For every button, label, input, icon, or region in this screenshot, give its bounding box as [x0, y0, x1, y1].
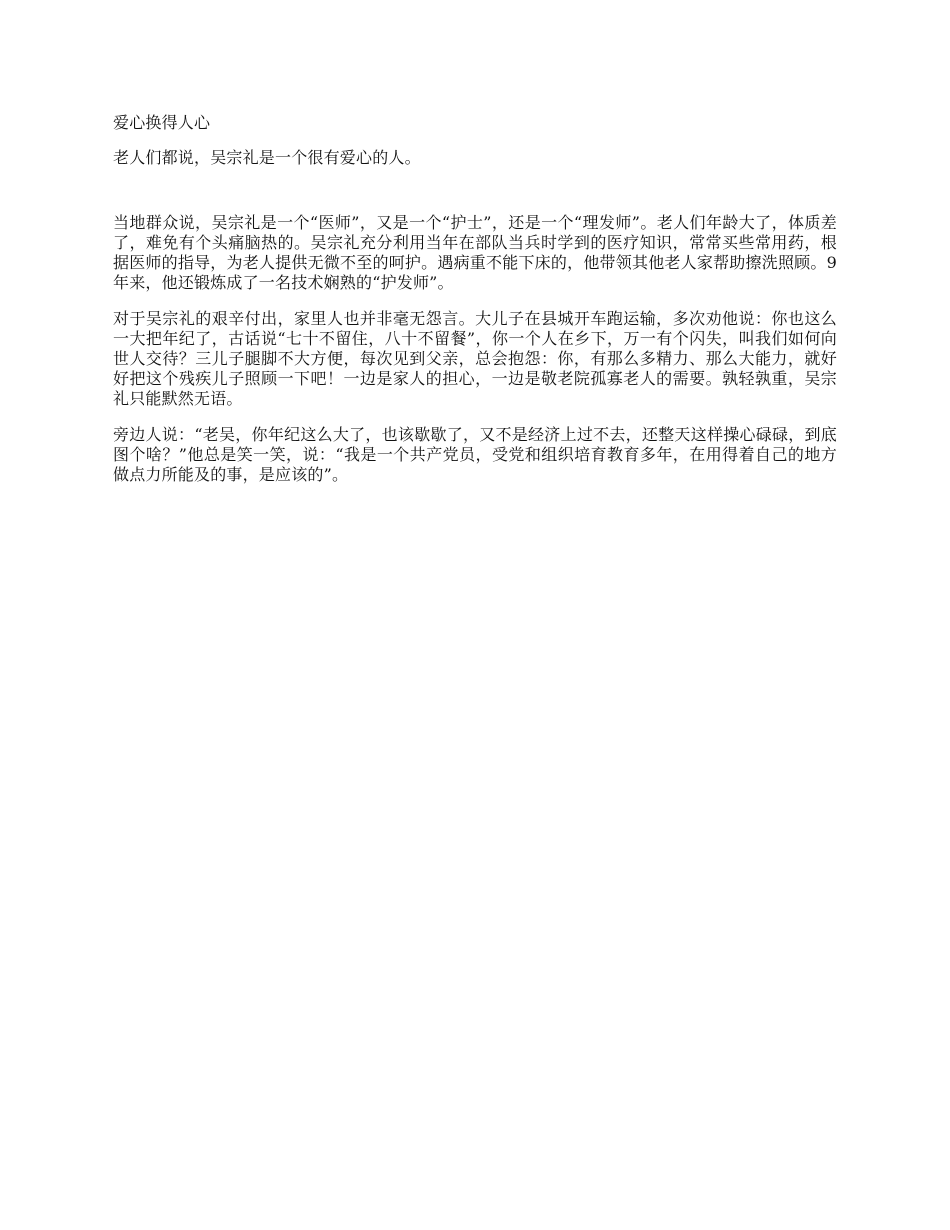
body-paragraph-2: 对于吴宗礼的艰辛付出，家里人也并非毫无怨言。大儿子在县城开车跑运输，多次劝他说：你也这么一大把年纪了，古话说“七十不留住，八十不留餐”，你一个人在乡下，万一有个闪失，叫我们如何向世人交待？三儿子腿脚不大方便，每次见到父亲，总会抱怨：你，有那么多精力、那么大能力，就好好把这个残疾儿子照顾一下吧！一边是家人的担心，一边是敬老院孤寡老人的需要。孰轻孰重，吴宗礼只能默然无语。 [113, 309, 837, 408]
body-paragraph-1: 当地群众说，吴宗礼是一个“医师”，又是一个“护士”，还是一个“理发师”。老人们年龄大了，体质差了，难免有个头痛脑热的。吴宗礼充分利用当年在部队当兵时学到的医疗知识，常常买些常用药，根据医师的指导，为老人提供无微不至的呵护。遇病重不能下床的，他带领其他老人家帮助擦洗照顾。9 年来，他还锻炼成了一名技术娴熟的“护发师”。 [113, 213, 837, 292]
body-paragraph-3: 旁边人说：“老吴，你年纪这么大了，也该歇歇了，又不是经济上过不去，还整天这样操心碌碌，到底图个啥？”他总是笑一笑，说：“我是一个共产党员，受党和组织培育教育多年，在用得着自己的地方做点力所能及的事，是应该的”。 [113, 425, 837, 484]
document-title: 爱心换得人心 [113, 113, 211, 132]
document-body [113, 113, 837, 501]
intro-paragraph: 老人们都说，吴宗礼是一个很有爱心的人。 [113, 148, 421, 167]
